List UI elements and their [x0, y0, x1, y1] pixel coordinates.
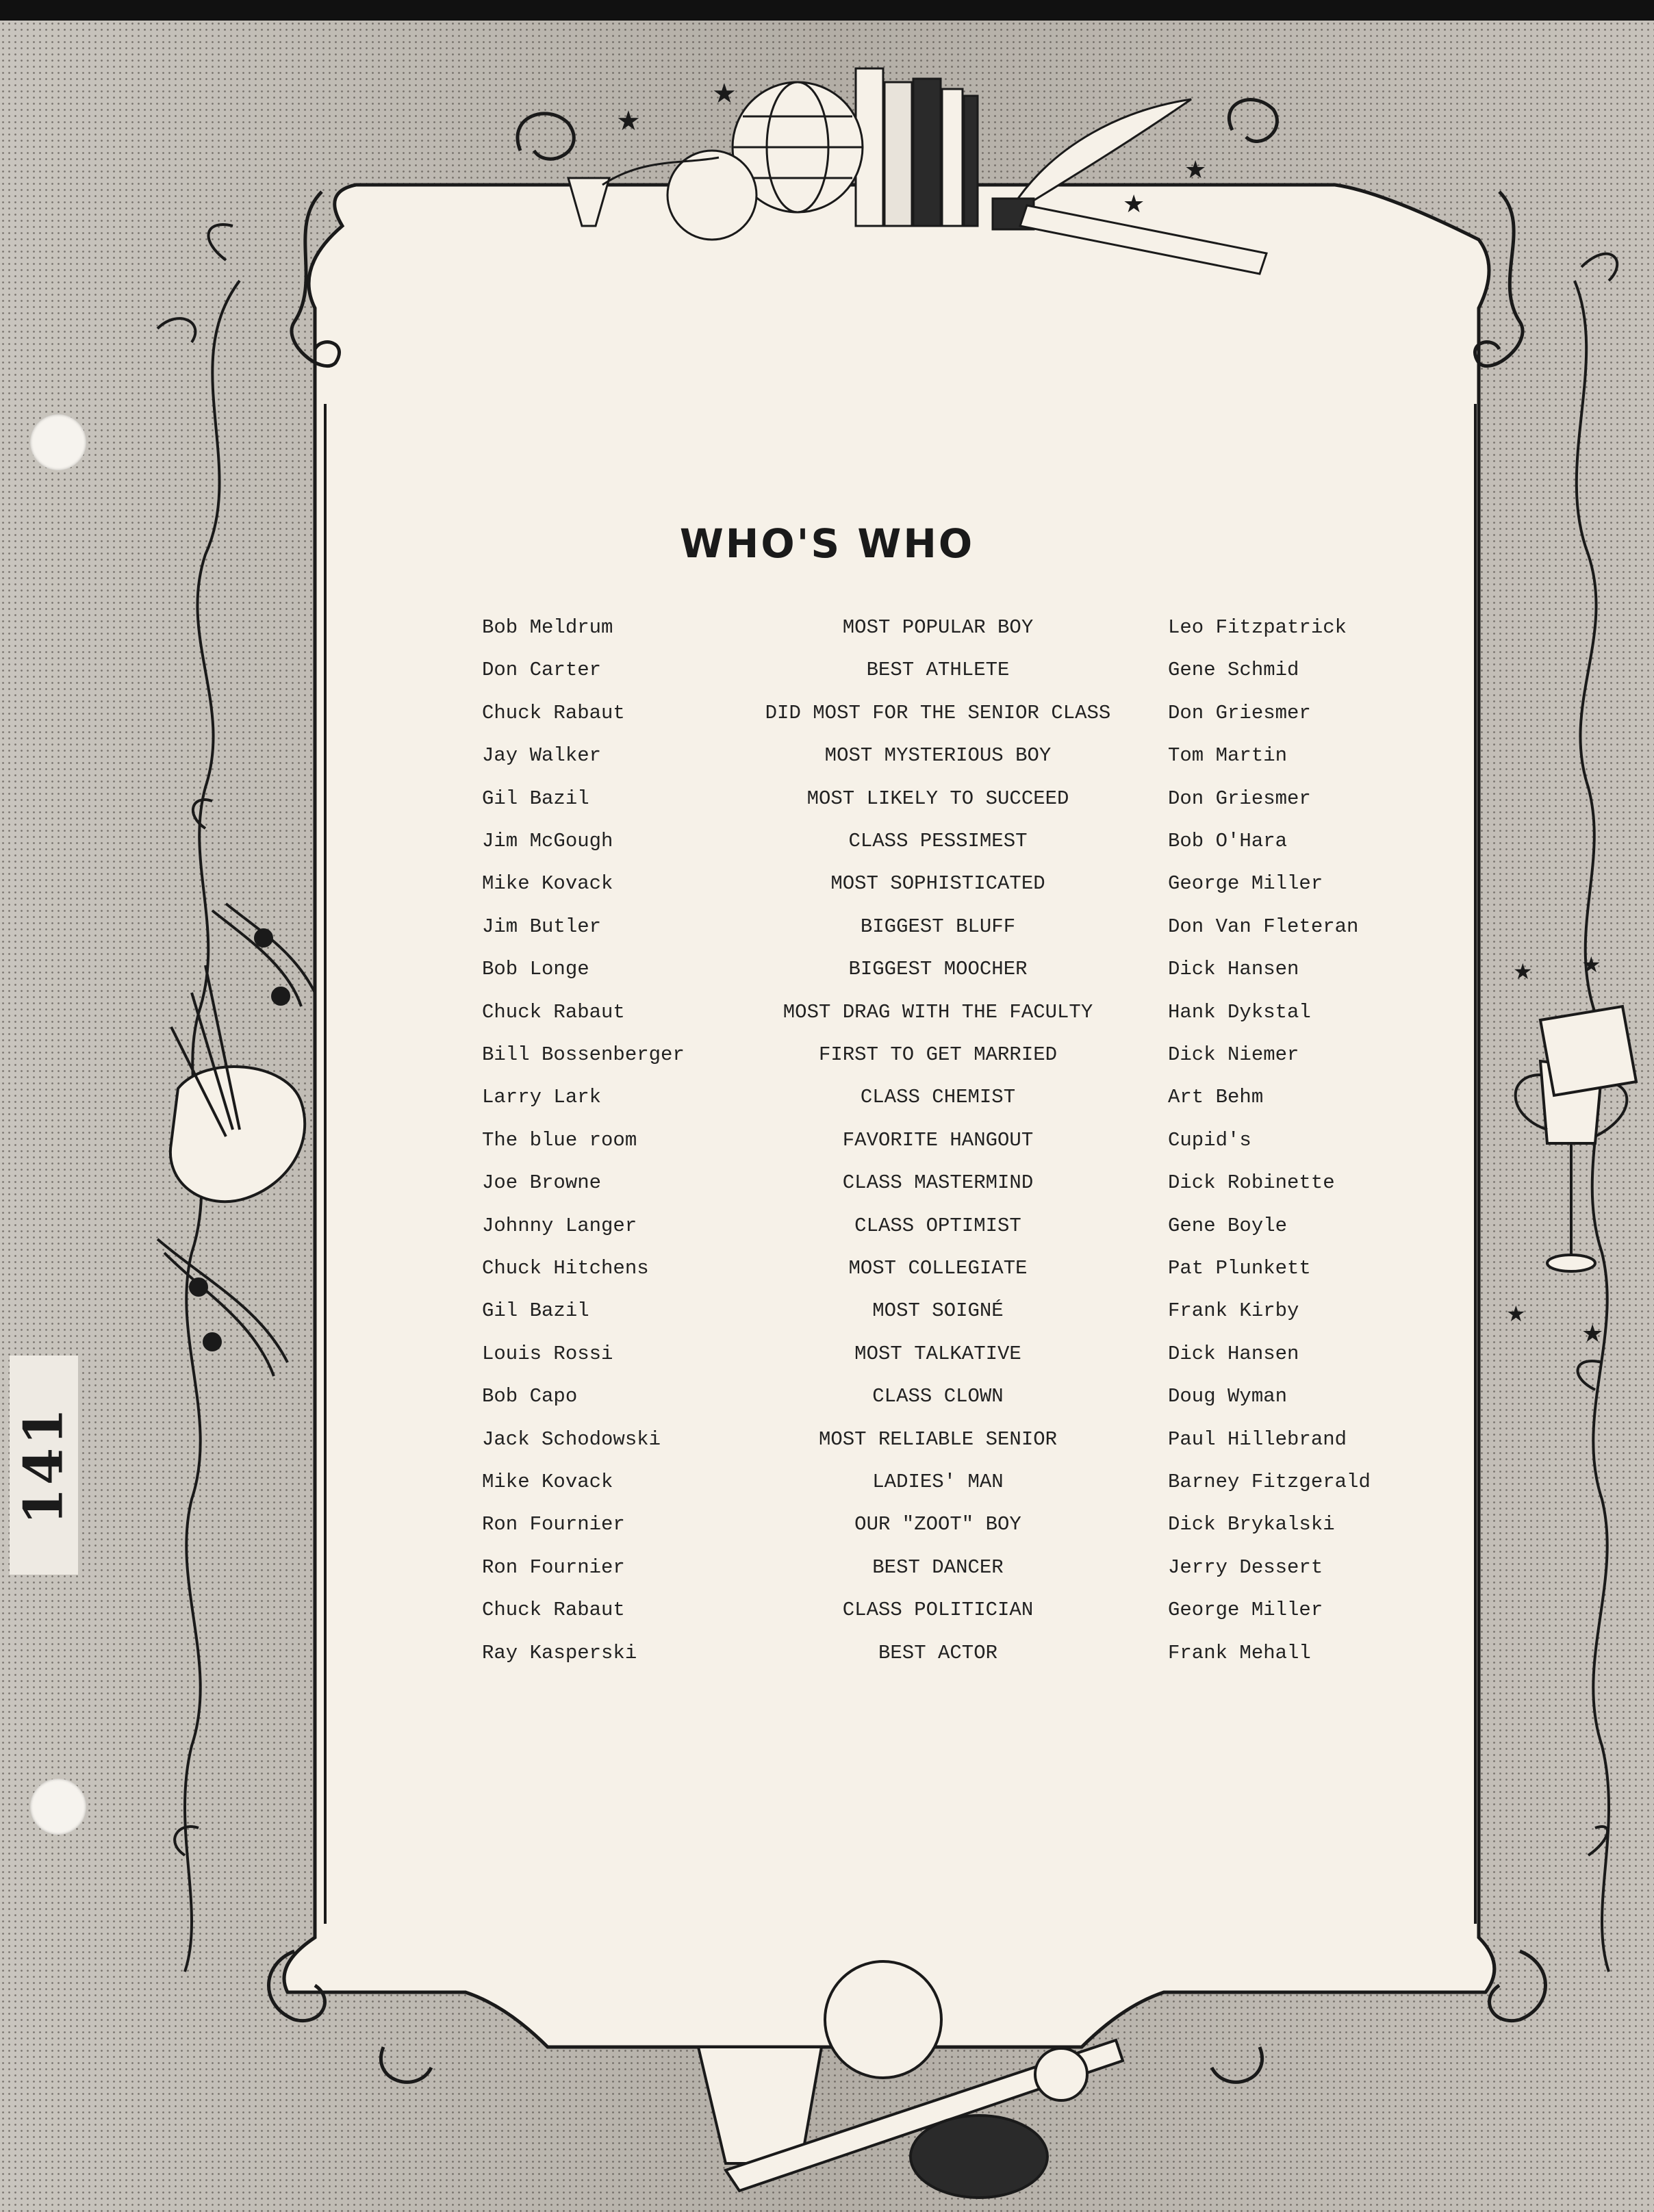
award-row: [0, 1343, 1654, 1370]
nominee-right: Barney Fitzgerald: [1168, 1471, 1371, 1493]
page-number: 141: [12, 1405, 75, 1525]
nominee-right: Jerry Dessert: [1168, 1555, 1323, 1579]
svg-text:★: ★: [1506, 1301, 1526, 1327]
svg-text:★: ★: [1581, 1320, 1604, 1348]
award-title: CLASS OPTIMIST: [854, 1214, 1021, 1237]
ornamental-frame: [0, 21, 1654, 2212]
nominee-left: Jay Walker: [482, 744, 602, 767]
nominee-right: Tom Martin: [1168, 744, 1288, 767]
award-title: MOST DRAG WITH THE FACULTY: [783, 1000, 1093, 1024]
binder-hole-top: [30, 414, 86, 470]
award-row: [0, 958, 1654, 985]
nominee-right: Dick Brykalski: [1168, 1513, 1335, 1536]
award-title: MOST POPULAR BOY: [842, 616, 1034, 639]
nominee-left: Joe Browne: [482, 1171, 602, 1195]
award-title: MOST SOIGNÉ: [872, 1299, 1004, 1323]
award-row: [0, 1299, 1654, 1327]
nominee-left: Jack Schodowski: [482, 1427, 661, 1451]
award-row: [0, 915, 1654, 943]
binder-hole-bottom: [30, 1779, 86, 1835]
award-title: BEST DANCER: [872, 1555, 1004, 1579]
award-row: [0, 872, 1654, 900]
award-title: BEST ACTOR: [878, 1641, 998, 1664]
nominee-right: Don Van Fleteran: [1168, 915, 1359, 938]
nominee-right: George Miller: [1168, 1599, 1323, 1622]
nominee-left: Ron Fournier: [482, 1513, 625, 1536]
award-row: [0, 1215, 1654, 1242]
yearbook-page: [0, 21, 1654, 2212]
svg-text:★: ★: [1581, 952, 1601, 978]
award-row: [0, 1129, 1654, 1156]
award-row: [0, 1471, 1654, 1498]
nominee-left: Mike Kovack: [482, 872, 613, 895]
award-row: [0, 1043, 1654, 1071]
nominee-left: Jim McGough: [482, 830, 613, 852]
award-title: MOST LIKELY TO SUCCEED: [806, 787, 1069, 810]
award-title: CLASS CHEMIST: [860, 1086, 1016, 1109]
nominee-left: Chuck Rabaut: [482, 1599, 625, 1622]
nominee-right: George Miller: [1168, 872, 1323, 895]
award-row: [0, 1428, 1654, 1455]
award-row: [0, 830, 1654, 857]
nominee-left: Chuck Hitchens: [482, 1257, 649, 1280]
nominee-left: Ron Fournier: [482, 1555, 625, 1579]
nominee-left: Don Carter: [482, 659, 602, 682]
award-title: DID MOST FOR THE SENIOR CLASS: [765, 701, 1111, 724]
award-title: OUR "ZOOT" BOY: [854, 1513, 1021, 1536]
nominee-right: Dick Niemer: [1168, 1043, 1299, 1066]
nominee-right: Dick Robinette: [1168, 1171, 1335, 1195]
award-row: [0, 787, 1654, 815]
award-row: [0, 1385, 1654, 1412]
nominee-right: Gene Boyle: [1168, 1214, 1288, 1237]
nominee-right: Don Griesmer: [1168, 787, 1311, 810]
nominee-right: Cupid's: [1168, 1128, 1251, 1152]
svg-text:★: ★: [1123, 190, 1145, 218]
nominee-right: Dick Hansen: [1168, 958, 1299, 981]
nominee-right: Paul Hillebrand: [1168, 1427, 1347, 1451]
award-row: [0, 1599, 1654, 1626]
award-row: [0, 1513, 1654, 1540]
award-title: CLASS POLITICIAN: [842, 1599, 1034, 1622]
nominee-left: Mike Kovack: [482, 1471, 613, 1493]
nominee-right: Frank Mehall: [1168, 1641, 1311, 1664]
nominee-left: Chuck Rabaut: [482, 1000, 625, 1024]
award-title: CLASS MASTERMIND: [842, 1171, 1034, 1195]
nominee-left: Bob Meldrum: [482, 616, 613, 639]
nominee-left: Ray Kasperski: [482, 1641, 637, 1664]
award-title: MOST RELIABLE SENIOR: [818, 1427, 1058, 1451]
page-title: WHO'S WHO: [679, 520, 975, 567]
nominee-left: Bob Capo: [482, 1385, 578, 1408]
award-title: MOST COLLEGIATE: [848, 1257, 1028, 1280]
cream-panel: [284, 185, 1494, 2047]
svg-text:★: ★: [616, 105, 641, 137]
award-title: BEST ATHLETE: [866, 659, 1010, 682]
nominee-left: The blue room: [482, 1128, 637, 1152]
svg-text:★: ★: [1513, 958, 1533, 984]
svg-text:★: ★: [712, 78, 737, 110]
award-title: FAVORITE HANGOUT: [842, 1128, 1034, 1152]
award-title: CLASS CLOWN: [872, 1385, 1004, 1408]
award-title: BIGGEST BLUFF: [860, 915, 1016, 938]
nominee-left: Bob Longe: [482, 958, 589, 981]
award-title: BIGGEST MOOCHER: [848, 958, 1028, 981]
award-row: [0, 1171, 1654, 1199]
award-row: [0, 1642, 1654, 1669]
nominee-left: Gil Bazil: [482, 787, 589, 810]
nominee-left: Bill Bossenberger: [482, 1043, 685, 1066]
nominee-right: Gene Schmid: [1168, 659, 1299, 682]
nominee-right: Leo Fitzpatrick: [1168, 616, 1347, 639]
nominee-right: Pat Plunkett: [1168, 1257, 1311, 1280]
award-row: [0, 1001, 1654, 1028]
nominee-left: Jim Butler: [482, 915, 602, 938]
award-row: [0, 616, 1654, 644]
nominee-left: Johnny Langer: [482, 1214, 637, 1237]
award-row: [0, 1257, 1654, 1284]
award-title: MOST SOPHISTICATED: [830, 872, 1045, 895]
award-row: [0, 1086, 1654, 1113]
nominee-left: Gil Bazil: [482, 1299, 589, 1323]
award-title: LADIES' MAN: [872, 1471, 1004, 1493]
award-title: MOST MYSTERIOUS BOY: [824, 744, 1052, 767]
award-row: [0, 659, 1654, 686]
award-title: CLASS PESSIMEST: [848, 830, 1028, 852]
nominee-right: Hank Dykstal: [1168, 1000, 1311, 1024]
award-row: [0, 744, 1654, 772]
nominee-right: Dick Hansen: [1168, 1342, 1299, 1365]
nominee-left: Chuck Rabaut: [482, 701, 625, 724]
nominee-right: Art Behm: [1168, 1086, 1264, 1109]
nominee-right: Bob O'Hara: [1168, 830, 1288, 852]
nominee-right: Frank Kirby: [1168, 1299, 1299, 1323]
nominee-right: Don Griesmer: [1168, 701, 1311, 724]
award-title: FIRST TO GET MARRIED: [818, 1043, 1058, 1066]
award-row: [0, 1556, 1654, 1584]
svg-text:★: ★: [1184, 156, 1207, 184]
nominee-left: Louis Rossi: [482, 1342, 613, 1365]
award-title: MOST TALKATIVE: [854, 1342, 1021, 1365]
nominee-left: Larry Lark: [482, 1086, 602, 1109]
award-row: [0, 702, 1654, 729]
nominee-right: Doug Wyman: [1168, 1385, 1288, 1408]
